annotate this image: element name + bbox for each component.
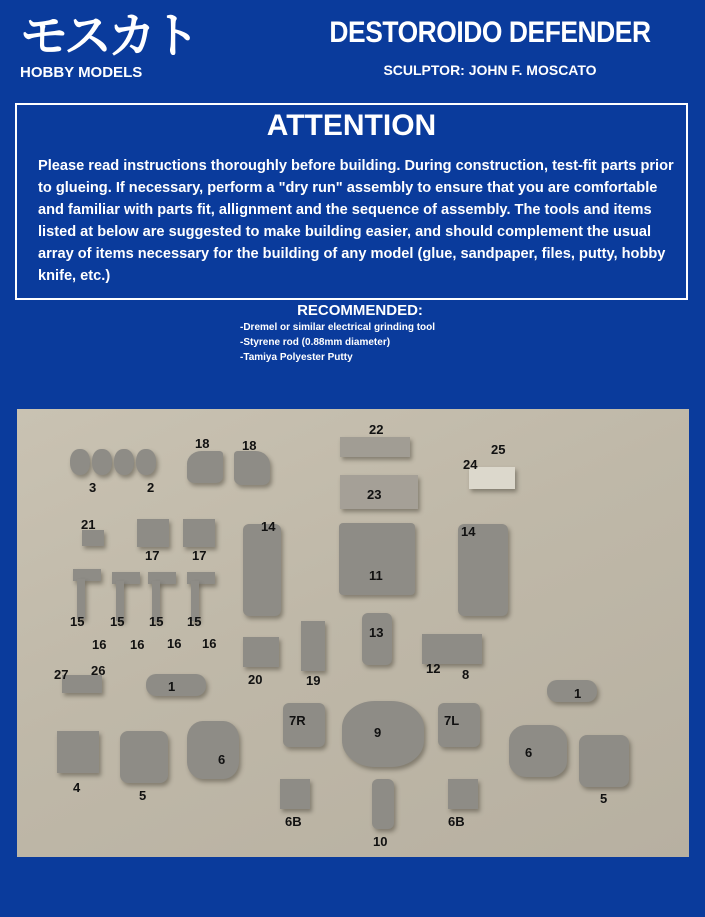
part-label: 7R [289,713,306,728]
part-piece [77,579,85,619]
part-label: 19 [306,673,321,688]
part-label: 16 [167,636,182,651]
part-label: 3 [89,480,97,495]
part-piece [579,735,629,787]
part-label: 6B [448,814,465,829]
part-label: 16 [202,636,217,651]
part-label: 15 [149,614,164,629]
part-label: 14 [461,524,476,539]
part-label: 21 [81,517,96,532]
attention-box [15,103,688,300]
part-label: 15 [110,614,125,629]
part-label: 16 [130,637,145,652]
part-piece [339,523,415,595]
part-piece [342,701,424,767]
part-piece [70,449,90,475]
part-label: 23 [367,487,382,502]
part-piece [547,680,597,702]
part-piece [146,674,206,696]
part-label: 26 [91,663,106,678]
part-label: 11 [369,568,383,583]
part-label: 1 [168,679,176,694]
part-piece [114,449,134,475]
part-piece [243,637,279,667]
part-label: 25 [491,442,506,457]
part-label: 15 [187,614,202,629]
logo-subtitle: HOBBY MODELS [20,64,143,81]
part-piece [301,621,325,671]
part-label: 17 [145,548,160,563]
part-label: 16 [92,637,107,652]
recommended-item: -Styrene rod (0.88mm diameter) [240,337,391,348]
attention-body: Please read instructions thoroughly before building. During construction, test-fit parts prior to glueing. If necessary, perform a "dry run" assembly to ensure that you are comfortable and familiar with parts fit, allignment and the sequence of assembly. The tools and items listed at below are suggested to make building easier, and should complement the usual array of items necessary for the building of any model (glue, sandpaper, files, putty, hobby knife, etc.) [38,158,674,284]
part-piece [137,519,169,547]
part-label: 7L [444,713,460,728]
logo-japanese: モスカト [20,8,197,64]
part-label: 1 [574,686,582,701]
part-label: 22 [369,422,384,437]
part-label: 17 [192,548,207,563]
part-label: 13 [369,625,384,640]
part-piece [82,530,104,546]
part-label: 2 [147,480,155,495]
part-label: 4 [73,780,81,795]
part-label: 6 [525,745,533,760]
part-label: 18 [195,436,210,451]
part-label: 18 [242,438,257,453]
parts-photo [17,409,689,857]
part-label: 15 [70,614,85,629]
part-piece [187,451,223,483]
part-piece [57,731,99,773]
part-piece [92,449,112,475]
part-piece [280,779,310,809]
part-label: 5 [600,791,608,806]
part-label: 8 [462,667,470,682]
part-label: 6 [218,752,226,767]
part-label: 10 [373,834,388,849]
part-piece [372,779,394,829]
part-label: 12 [426,661,441,676]
part-piece [187,721,239,779]
recommended-item: -Tamiya Polyester Putty [240,352,353,363]
part-piece [136,449,156,475]
part-piece [448,779,478,809]
sculptor-credit: SCULPTOR: JOHN F. MOSCATO [383,62,597,78]
part-label: 24 [463,457,478,472]
part-piece [422,634,482,664]
recommended-heading: RECOMMENDED: [297,302,423,319]
part-label: 9 [374,725,382,740]
part-piece [234,451,270,485]
recommended-list [240,320,435,365]
part-label: 5 [139,788,147,803]
part-piece [509,725,567,777]
part-piece [243,524,281,616]
recommended-item: -Dremel or similar electrical grinding tool [240,322,436,333]
part-label: 14 [261,519,276,534]
part-piece [340,437,410,457]
part-piece [120,731,168,783]
part-piece [183,519,215,547]
part-label: 20 [248,672,263,687]
kit-title: DESTOROIDO DEFENDER [329,16,651,49]
part-label: 27 [54,667,69,682]
part-label: 6B [285,814,302,829]
attention-title: ATTENTION [266,109,437,142]
